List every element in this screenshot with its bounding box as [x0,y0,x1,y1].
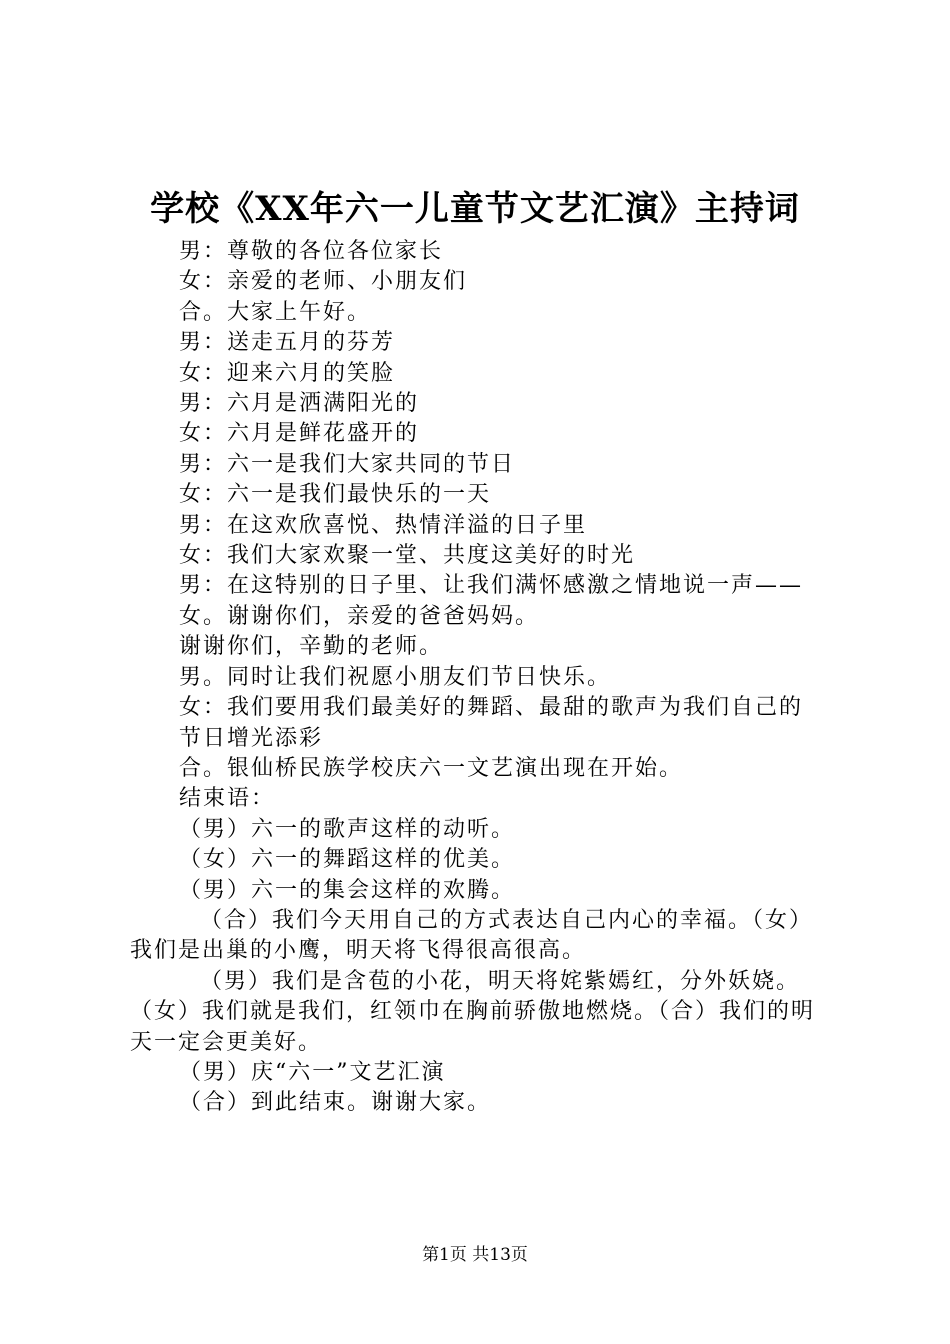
document-body [130,237,835,1119]
paragraph: 女。谢谢你们，亲爱的爸爸妈妈。 [179,603,540,629]
paragraph: 男。同时让我们祝愿小朋友们节日快乐。 [179,664,612,690]
paragraph: 男：六一是我们大家共同的节日 [179,451,516,477]
paragraph: 男：在这特别的日子里、让我们满怀感激之情地说一声—— [179,573,804,599]
paragraph: （男）六一的歌声这样的动听。 [179,816,516,842]
paragraph: 女：我们要用我们最美好的舞蹈、最甜的歌声为我们自己的 [179,695,804,721]
paragraph: 女：亲爱的老师、小朋友们 [179,269,468,295]
paragraph: （男）六一的集会这样的欢腾。 [179,877,516,903]
paragraph: 男：六月是洒满阳光的 [179,391,420,417]
paragraph: （男）我们是含苞的小花，明天将姹紫嫣红，分外妖娆。（女）我们就是我们，红领巾在胸前骄傲地燃烧。（合）我们的明天一定会更美好。 [130,968,816,1055]
paragraph: 男：送走五月的芬芳 [179,330,396,356]
paragraph: （女）六一的舞蹈这样的优美。 [179,847,516,873]
paragraph: 合。银仙桥民族学校庆六一文艺演出现在开始。 [179,755,684,781]
paragraph: 女：六一是我们最快乐的一天 [179,482,492,508]
paragraph: 男：尊敬的各位各位家长 [179,239,444,264]
paragraph: 女：迎来六月的笑脸 [179,360,396,386]
paragraph: 结束语： [179,786,276,812]
paragraph: 女：六月是鲜花盛开的 [179,421,420,447]
paragraph: （男）庆“六一”文艺汇演 [179,1059,446,1085]
paragraph: 男：在这欢欣喜悦、热情洋溢的日子里 [179,512,588,538]
paragraph: 节日增光添彩 [179,725,324,751]
paragraph: 女：我们大家欢聚一堂、共度这美好的时光 [179,543,636,569]
paragraph: （合）我们今天用自己的方式表达自己内心的幸福。（女）我们是出巢的小鹰，明天将飞得很高很高。 [130,907,814,964]
document-title: 学校《XX年六一儿童节文艺汇演》主持词 [150,189,800,229]
paragraph: 合。大家上午好。 [179,299,372,325]
paragraph: （合）到此结束。谢谢大家。 [179,1090,492,1116]
paragraph: 谢谢你们，辛勤的老师。 [179,634,444,660]
page-footer: 第1页 共13页 [422,1245,528,1265]
